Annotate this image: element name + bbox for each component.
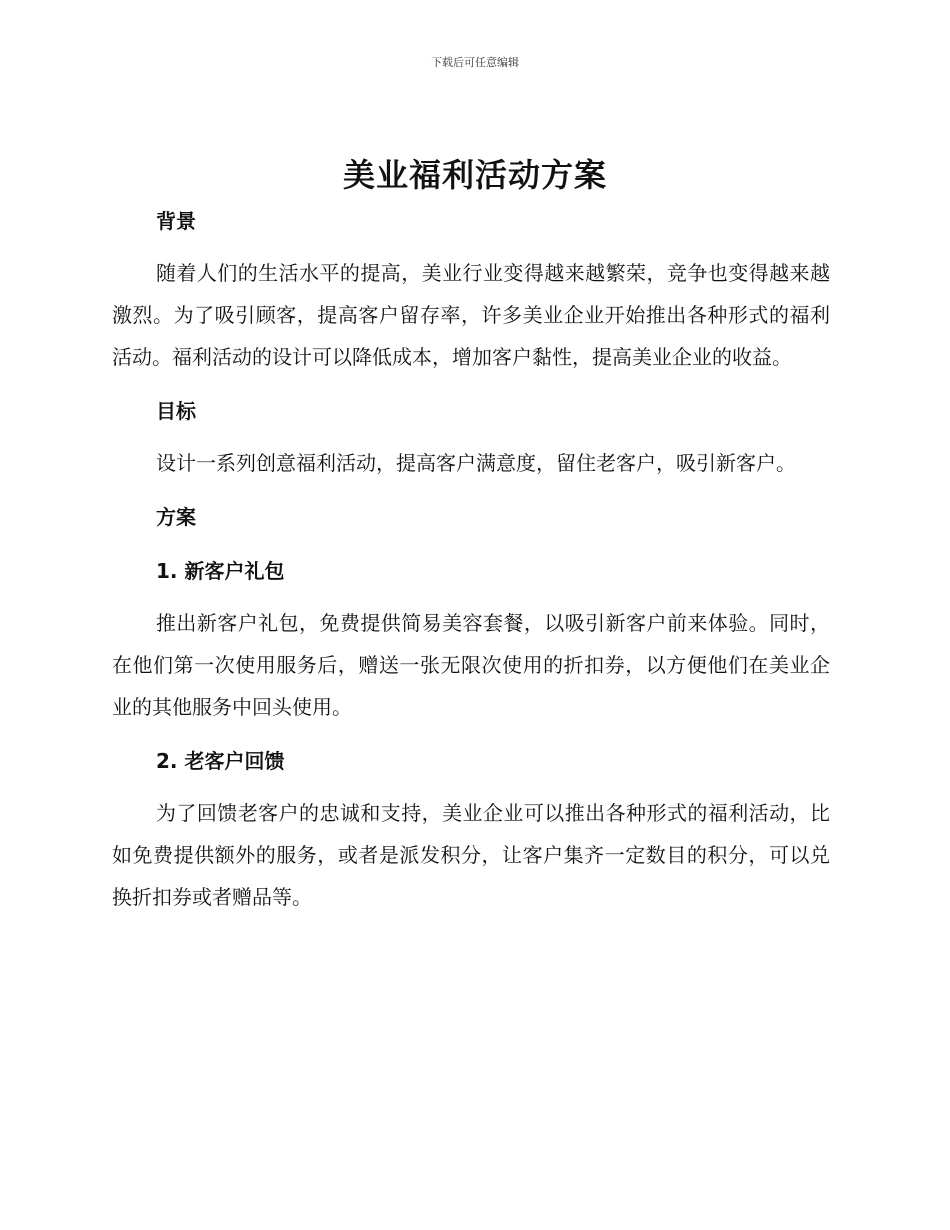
section-heading-old-customer: 2. 老客户回馈 <box>156 749 285 773</box>
paragraph-old-customer: 为了回馈老客户的忠诚和支持，美业企业可以推出各种形式的福利活动，比如免费提供额外的服务，或者是派发积分，让客户集齐一定数目的积分，可以兑换折扣券或者赠品等。 <box>112 801 830 909</box>
spacer <box>112 538 830 550</box>
spacer <box>112 378 830 390</box>
paragraph-goal: 设计一系列创意福利活动，提高客户满意度，留住老客户，吸引新客户。 <box>156 451 796 475</box>
paragraph-background: 随着人们的生活水平的提高，美业行业变得越来越繁荣，竞争也变得越来越激烈。为了吸引顾客，提高客户留存率，许多美业企业开始推出各种形式的福利活动。福利活动的设计可以降低成本，增加客户黏性，提高美业企业的收益。 <box>112 261 830 369</box>
header-note: 下载后可任意编辑 <box>431 56 519 69</box>
section-heading-goal: 目标 <box>156 399 196 423</box>
section-heading-plan: 方案 <box>156 505 196 529</box>
spacer <box>112 728 830 740</box>
section-heading-new-customer: 1. 新客户礼包 <box>156 559 285 583</box>
paragraph-new-customer: 推出新客户礼包，免费提供简易美容套餐，以吸引新客户前来体验。同时，在他们第一次使用服务后，赠送一张无限次使用的折扣券，以方便他们在美业企业的其他服务中回头使用。 <box>112 611 830 719</box>
spacer <box>112 782 830 792</box>
document-body <box>112 200 830 918</box>
spacer <box>112 242 830 252</box>
document-title: 美业福利活动方案 <box>342 156 607 194</box>
spacer <box>112 592 830 602</box>
section-heading-background: 背景 <box>156 209 196 233</box>
spacer <box>112 484 830 496</box>
spacer <box>112 432 830 442</box>
